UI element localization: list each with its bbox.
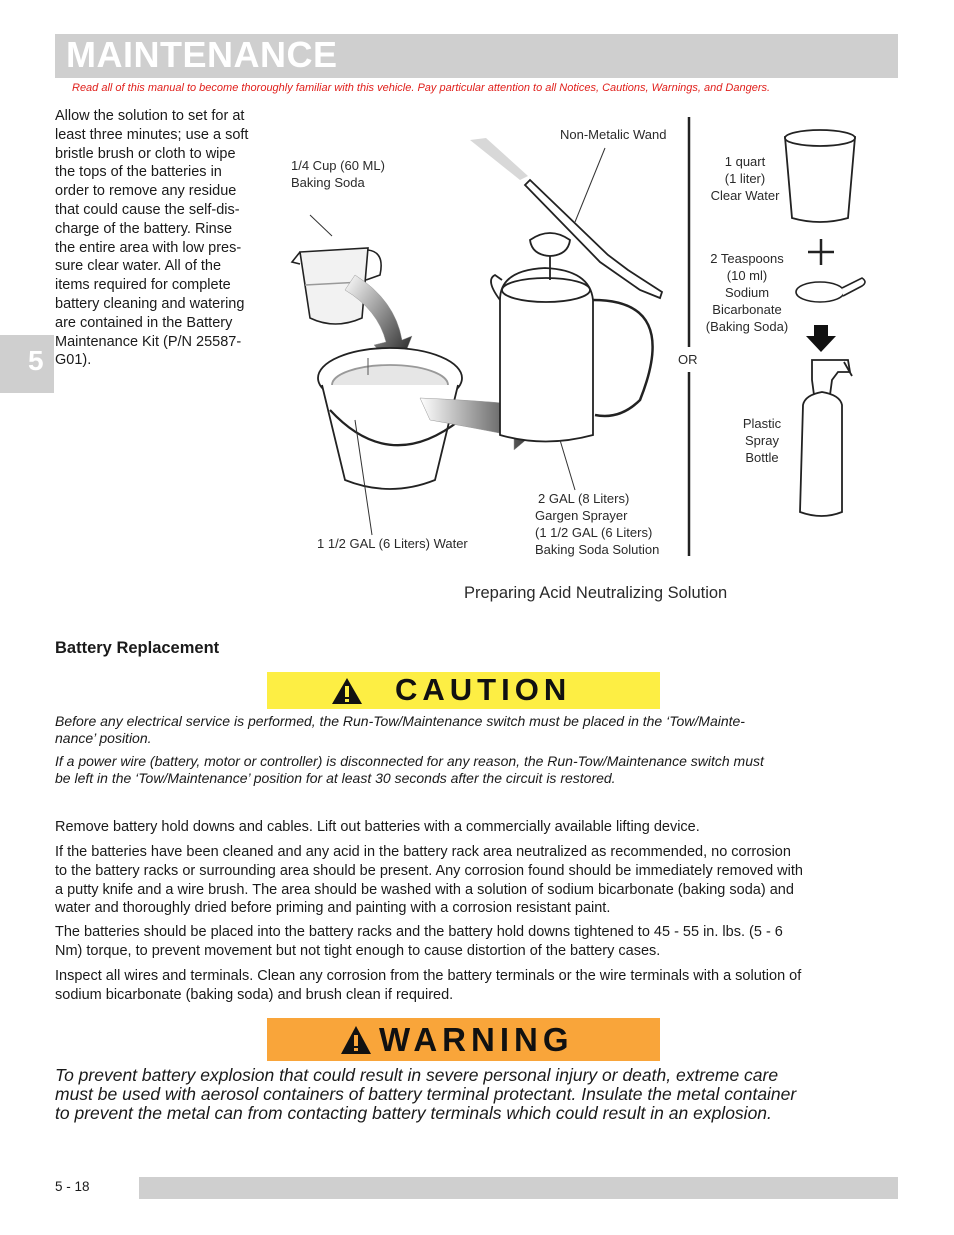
intro-line: order to remove any residue bbox=[55, 183, 237, 200]
caution-word: CAUTION bbox=[395, 672, 572, 707]
intro-line: sure clear water. All of the bbox=[55, 258, 222, 275]
footer-bar bbox=[139, 1177, 898, 1199]
body-paragraph-4: Inspect all wires and terminals. Clean any corrosion from the battery terminals or the wire terminals with a solution of sodium bicarbonate (baking soda) and brush clean if required. bbox=[55, 968, 802, 1003]
figure-caption: Preparing Acid Neutralizing Solution bbox=[464, 584, 728, 602]
bucket-label: 1 1/2 GAL (6 Liters) Water bbox=[317, 536, 468, 551]
intro-line: Maintenance Kit (P/N 25587- bbox=[55, 333, 242, 350]
intro-line: that could cause the self-dis- bbox=[55, 201, 240, 218]
intro-line: items required for complete bbox=[55, 277, 231, 294]
or-label: OR bbox=[678, 352, 698, 367]
warning-text: To prevent battery explosion that could result in severe personal injury or death, extreme care must be used with aerosol containers of battery terminal protectant. Insulate the metal container to prevent the metal can from contacting battery terminals which could result in an explosion. bbox=[55, 1065, 797, 1123]
intro-line: Allow the solution to set for at bbox=[55, 108, 245, 124]
body-paragraph-2: If the batteries have been cleaned and any acid in the battery rack area neutralized as recommended, no corrosion to the battery racks or surrounding area should be present. Any corrosion found should be immediately removed with a putty knife and a wire brush. The area should be washed with a solution of sodium bicarbonate (baking soda) and water and thoroughly dried before priming and painting with a corrosion resistant paint. bbox=[55, 844, 803, 917]
page-title: MAINTENANCE bbox=[66, 34, 338, 75]
down-arrow-icon bbox=[806, 325, 836, 352]
spray-bottle-icon bbox=[800, 360, 852, 516]
intro-line: G01). bbox=[55, 352, 92, 369]
caution-paragraph-1: Before any electrical service is performed, the Run-Tow/Maintenance switch must be placed in the ‘Tow/Mainte- nance’ position. bbox=[55, 713, 745, 746]
intro-line: battery cleaning and watering bbox=[55, 295, 245, 312]
warning-triangle-icon bbox=[330, 676, 364, 706]
intro-line: the entire area with low pres- bbox=[55, 239, 242, 256]
body-paragraph-1: Remove battery hold downs and cables. Lift out batteries with a commercially available lifting device. bbox=[55, 819, 700, 835]
header-notice: Read all of this manual to become thoroughly familiar with this vehicle. Pay particular attention to all Notices, Cautions, Warnings, and Dangers. bbox=[72, 82, 771, 94]
sodium-label: 2 Teaspoons (10 ml) Sodium Bicarbonate (Baking Soda) bbox=[705, 251, 789, 334]
plus-icon bbox=[808, 239, 834, 265]
wand-label: Non-Metalic Wand bbox=[560, 127, 667, 142]
caution-paragraph-2: If a power wire (battery, motor or controller) is disconnected for any reason, the Run-Tow/Maintenance switch must be left in the ‘Tow/Maintenance’ position for at least 30 seconds after the circuit is restored. bbox=[55, 753, 764, 786]
spray-bottle-label: Plastic Spray Bottle bbox=[742, 416, 782, 465]
intro-line: the tops of the batteries in bbox=[55, 164, 222, 181]
caution-banner bbox=[267, 672, 660, 709]
water-glass-icon bbox=[785, 130, 855, 222]
cup-label: 1/4 Cup (60 ML) Baking Soda bbox=[291, 158, 385, 190]
intro-line: least three minutes; use a soft bbox=[55, 126, 249, 143]
water-label: 1 quart (1 liter) Clear Water bbox=[710, 154, 780, 203]
body-paragraph-3: The batteries should be placed into the battery racks and the battery hold downs tightened to 45 - 55 in. lbs. (5 - 6 Nm) torque, to prevent movement but not tight enough to cause distortion of the battery cases. bbox=[55, 924, 783, 959]
teaspoon-icon bbox=[796, 278, 865, 302]
intro-line: charge of the battery. Rinse bbox=[55, 220, 233, 237]
intro-line: are contained in the Battery bbox=[55, 314, 233, 331]
section-heading: Battery Replacement bbox=[55, 639, 220, 657]
warning-word: WARNING bbox=[379, 1021, 574, 1058]
sprayer-label: 2 GAL (8 Liters) Gargen Sprayer (1 1/2 GAL (6 Liters) Baking Soda Solution bbox=[535, 491, 660, 557]
page-number: 5 - 18 bbox=[55, 1179, 90, 1194]
chapter-number: 5 bbox=[28, 345, 44, 376]
warning-banner bbox=[267, 1018, 660, 1061]
spray-mist-icon bbox=[470, 138, 528, 180]
wand-leader-line bbox=[575, 148, 605, 222]
warning-triangle-icon bbox=[339, 1024, 373, 1056]
intro-line: bristle brush or cloth to wipe bbox=[55, 145, 236, 162]
